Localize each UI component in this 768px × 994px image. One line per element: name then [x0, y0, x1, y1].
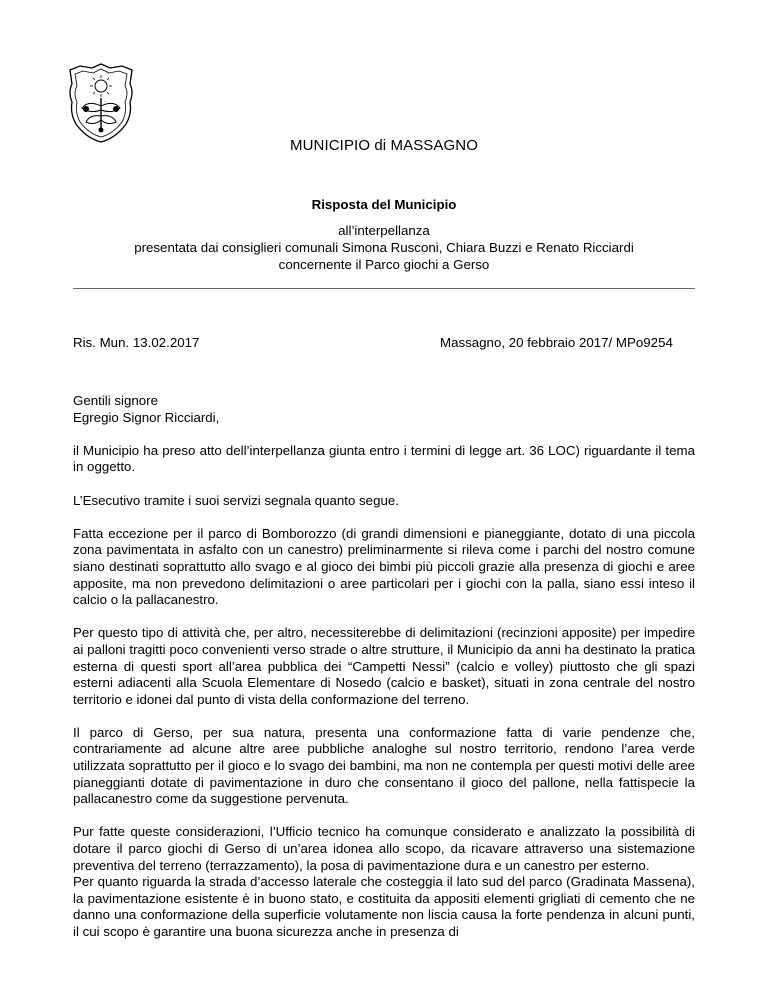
letter-body: [73, 393, 695, 941]
horizontal-divider: [73, 288, 695, 289]
municipality-heading: MUNICIPIO di MASSAGNO: [290, 137, 478, 154]
paragraph: Per quanto riguarda la strada d’accesso laterale che costeggia il lato sud del parco (Gradinata Massena), la pavimentazione esistente è in buono stato, e costituita da appositi elementi grigliati di cemento che ne danno una conformazione della superficie volutamente non liscia causa la forte pendenza in alcuni punti, il cui scopo è garantire una buona sicurezza anche in presenza di: [73, 874, 695, 939]
salutation-line: Gentili signore: [73, 393, 158, 408]
document-subtitle: [0, 222, 768, 273]
paragraph: Fatta eccezione per il parco di Bomborozzo (di grandi dimensioni e pianeggiante, dotato di una piccola zona pavimentata in asfalto con un canestro) preliminarmente si rileva come i parchi del nostro comune siano destinati soprattutto allo svago e al gioco dei bimbi più piccoli grazie alla presenza di giochi e aree apposite, ma non prevedono delimitazioni o aree particolari per i giochi con la palla, siano essi inteso il calcio o la pallacanestro.: [73, 525, 695, 608]
paragraph: Pur fatte queste considerazioni, l’Ufficio tecnico ha comunque considerato e analizzato la possibilità di dotare il parco giochi di Gerso di un’area idonea allo scopo, da ricavare attraverso una sistemazione preventiva del terreno (terrazzamento), la posa di pavimentazione dura e un canestro per esterno.: [73, 824, 695, 873]
salutation: [73, 393, 695, 426]
resolution-reference: Ris. Mun. 13.02.2017: [73, 335, 200, 350]
paragraph: Il parco di Gerso, per sua natura, presenta una conformazione fatta di varie pendenze che, contrariamente ad alcune altre aree pubbliche analoghe sul nostro territorio, rendono l’area verde utilizzata soprattutto per il gioco e lo svago dei bambini, ma non ne contempla per questi motivi delle aree pianeggianti dotate di pavimentazione in duro che consentano il gioco del pallone, nella fattispecie la pallacanestro come da suggestione pervenuta.: [73, 724, 695, 807]
salutation-line: Egregio Signor Ricciardi,: [73, 409, 220, 425]
municipal-crest-logo: [66, 62, 136, 144]
paragraph: L’Esecutivo tramite i suoi servizi segnala quanto segue.: [73, 492, 399, 508]
subtitle-line: all’interpellanza: [338, 223, 430, 238]
subtitle-line: presentata dai consiglieri comunali Simona Rusconi, Chiara Buzzi e Renato Ricciardi: [134, 240, 634, 255]
document-title: Risposta del Municipio: [311, 197, 457, 212]
subtitle-line: concernente il Parco giochi a Gerso: [278, 257, 490, 272]
place-date-reference: Massagno, 20 febbraio 2017/ MPo9254: [440, 335, 673, 350]
paragraph: il Municipio ha preso atto dell’interpellanza giunta entro i termini di legge art. 36 LOC) riguardante il tema in oggetto.: [73, 442, 695, 475]
paragraph: Per questo tipo di attività che, per altro, necessiterebbe di delimitazioni (recinzioni apposite) per impedire ai palloni tragitti poco convenienti verso strade o altre strutture, il Municipio da anni ha destinato la pratica esterna di questi sport all’area pubblica dei “Campetti Nessi” (calcio e volley) piuttosto che gli spazi esterni adiacenti alla Scuola Elementare di Nosedo (calcio e basket), situati in zona centrale del nostro territorio e idonei dal punto di vista della conformazione del terreno.: [73, 625, 695, 707]
